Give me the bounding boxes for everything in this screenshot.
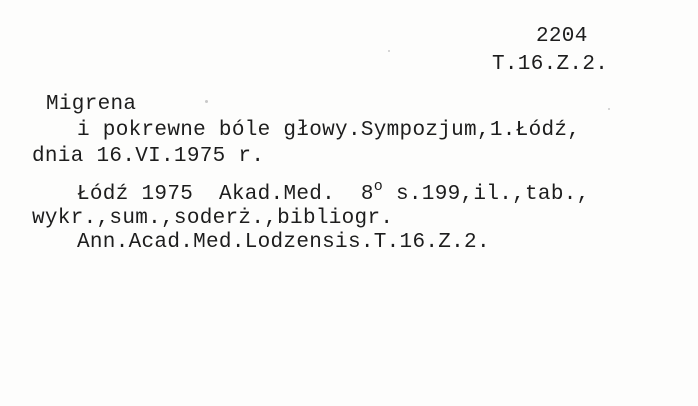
title-line-2: dnia 16.VI.1975 r. (32, 145, 265, 168)
paper-speck (205, 100, 208, 103)
pages-illustrations: s.199,il.,tab., (396, 183, 590, 206)
paper-speck (608, 108, 610, 110)
card-number: 2204 (536, 25, 588, 48)
imprint-place-year: Łódź 1975 (77, 183, 194, 206)
shelfmark: T.16.Z.2. (492, 53, 609, 76)
description-line-2: wykr.,sum.,soderż.,bibliogr. (32, 207, 394, 230)
title-line-1: i pokrewne bóle głowy.Sympozjum,1.Łódź, (77, 119, 581, 142)
heading: Migrena (46, 93, 137, 116)
format-superscript: o (373, 178, 384, 195)
series-note: Ann.Acad.Med.Lodzensis.T.16.Z.2. (77, 231, 490, 254)
imprint-line (77, 178, 590, 207)
paper-speck (388, 50, 390, 52)
imprint-publisher: Akad.Med. (218, 183, 336, 206)
format-number: 8 (360, 183, 374, 206)
